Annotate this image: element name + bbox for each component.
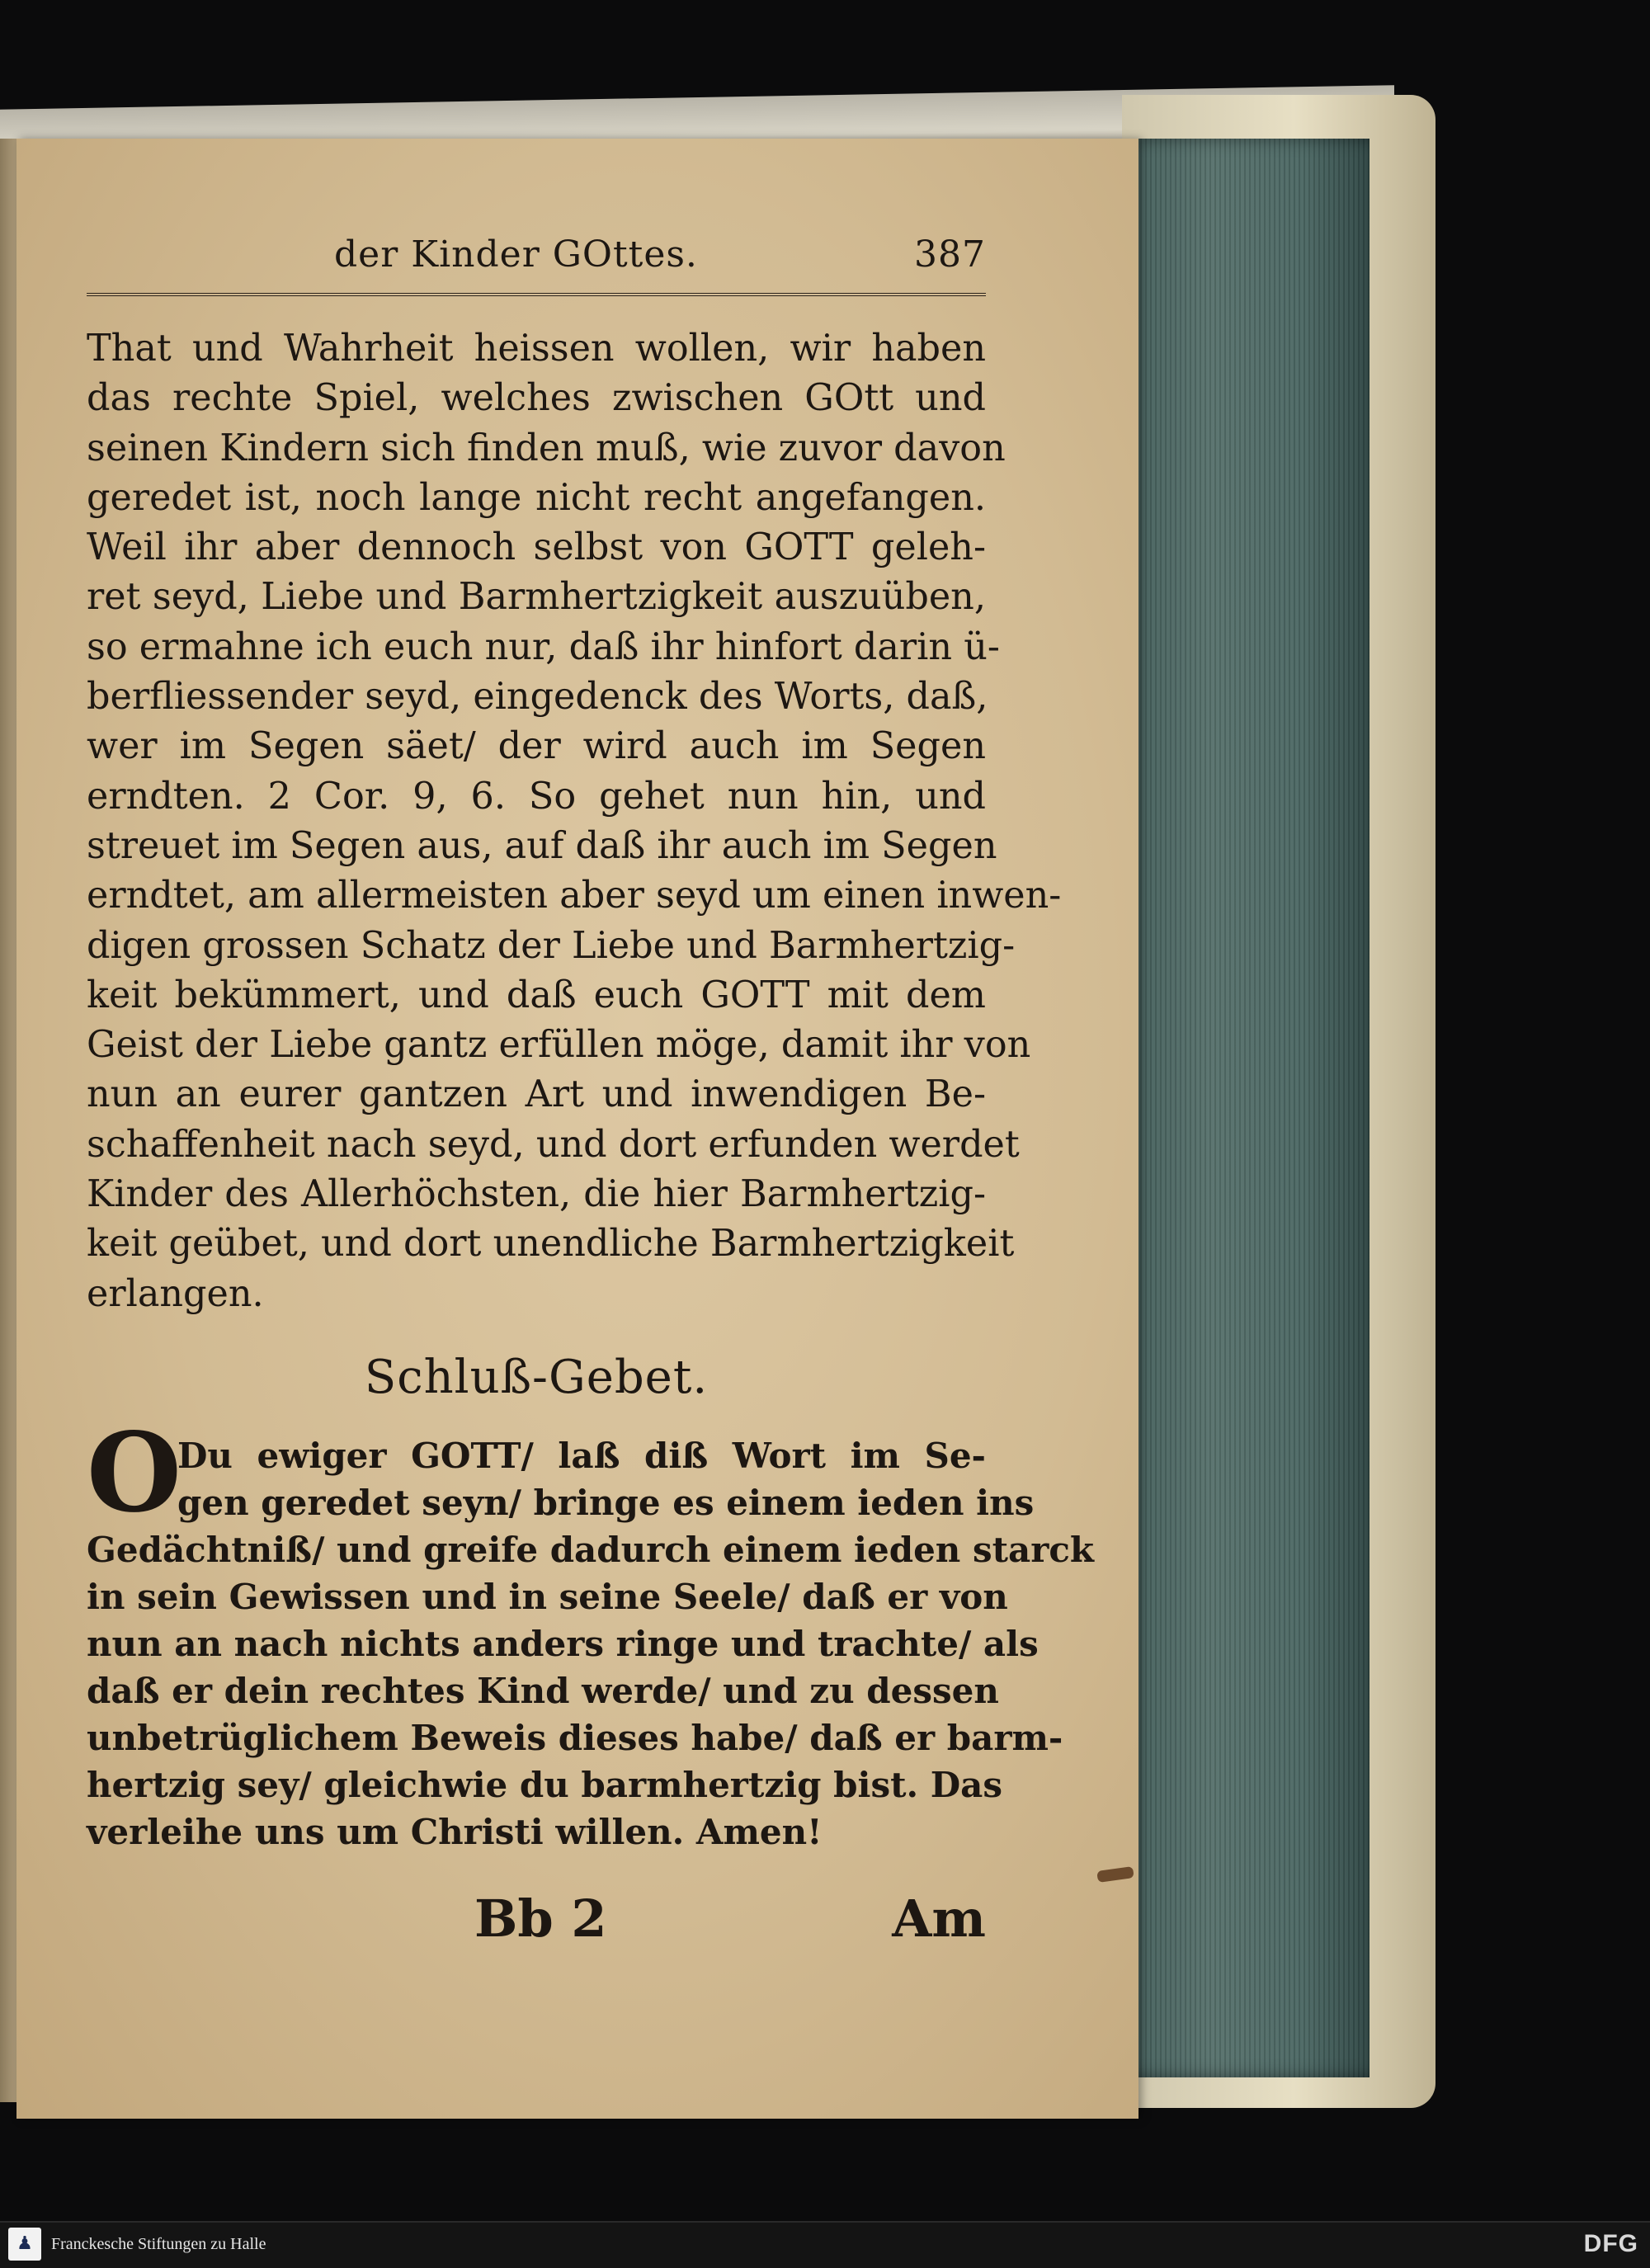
text-line: berfliessender seyd, eingedenck des Worts, daß,: [87, 676, 988, 719]
francke-foundations-logo-icon: ♟: [8, 2228, 41, 2261]
text-line: geredet ist, noch lange nicht recht angefangen.: [87, 476, 986, 519]
book-page: [16, 139, 1138, 2119]
text-line: erndten. 2 Cor. 9, 6. So gehet nun hin, und: [87, 775, 986, 818]
signature-mark: Bb 2: [474, 1888, 607, 1949]
prayer-line: hertzig sey/ gleichwie du barmhertzig bist. Das: [87, 1764, 1003, 1805]
text-line: keit bekümmert, und daß euch GOTT mit dem: [87, 974, 986, 1016]
signature-row: [87, 1888, 986, 1949]
prayer-line: nun an nach nichts anders ringe und trachte/ als: [87, 1623, 1039, 1664]
text-line: Weil ihr aber dennoch selbst von GOTT geleh-: [87, 526, 986, 569]
drop-cap: O: [87, 1408, 182, 1537]
text-line: so ermahne ich euch nur, daß ihr hinfort darin ü-: [87, 625, 1000, 668]
prayer-line: verleihe uns um Christi willen. Amen!: [87, 1811, 823, 1852]
body-text: [87, 324, 1062, 1319]
text-line: streuet im Segen aus, auf daß ihr auch im Segen: [87, 824, 997, 867]
text-line: keit geübet, und dort unendliche Barmhertzigkeit: [87, 1223, 1015, 1266]
text-line: das rechte Spiel, welches zwischen GOtt und: [87, 377, 986, 420]
catchword: Am: [892, 1888, 986, 1949]
text-line: erndtet, am allermeisten aber seyd um einen inwen-: [87, 875, 1062, 917]
prayer-text: [87, 1408, 1095, 1855]
institution-name: Franckesche Stiftungen zu Halle: [51, 2235, 266, 2253]
prayer-line: daß er dein rechtes Kind werde/ und zu dessen: [87, 1670, 999, 1711]
book-page-edges: [1106, 139, 1370, 2077]
page-number: 387: [914, 233, 986, 276]
header-rule: [87, 293, 986, 296]
text-line: schaffenheit nach seyd, und dort erfunden werdet: [87, 1123, 1020, 1166]
prayer-line: gen geredet seyn/ bringe es einem ieden ins: [177, 1482, 1035, 1523]
text-line: seinen Kindern sich finden muß, wie zuvor davon: [87, 427, 1006, 469]
running-head: [87, 233, 986, 283]
prayer-line: in sein Gewissen und in seine Seele/ daß er von: [87, 1576, 1008, 1617]
prayer-line: unbetrüglichem Beweis dieses habe/ daß er barm-: [87, 1717, 1063, 1758]
text-line: erlangen.: [87, 1272, 264, 1315]
text-line: That und Wahrheit heissen wollen, wir haben: [87, 328, 986, 370]
dfg-logo: DFG: [1583, 2230, 1638, 2257]
text-line: Geist der Liebe gantz erfüllen möge, damit ihr von: [87, 1024, 1031, 1067]
section-heading: Schluß-Gebet.: [364, 1350, 709, 1404]
running-title: der Kinder GOttes.: [334, 233, 698, 276]
prayer-line: Gedächtniß/ und greife dadurch einem ieden starck: [87, 1529, 1095, 1570]
text-line: digen grossen Schatz der Liebe und Barmhertzig-: [87, 924, 1016, 967]
viewer-footer: [0, 2221, 1650, 2268]
text-line: wer im Segen säet/ der wird auch im Segen: [87, 725, 986, 768]
page-content: [87, 233, 1095, 1949]
text-line: nun an eurer gantzen Art und inwendigen Be-: [87, 1073, 986, 1116]
text-line: ret seyd, Liebe und Barmhertzigkeit auszuüben,: [87, 576, 986, 619]
prayer-line: Du ewiger GOTT/ laß diß Wort im Se-: [177, 1435, 986, 1476]
text-line: Kinder des Allerhöchsten, die hier Barmhertzig-: [87, 1173, 986, 1216]
